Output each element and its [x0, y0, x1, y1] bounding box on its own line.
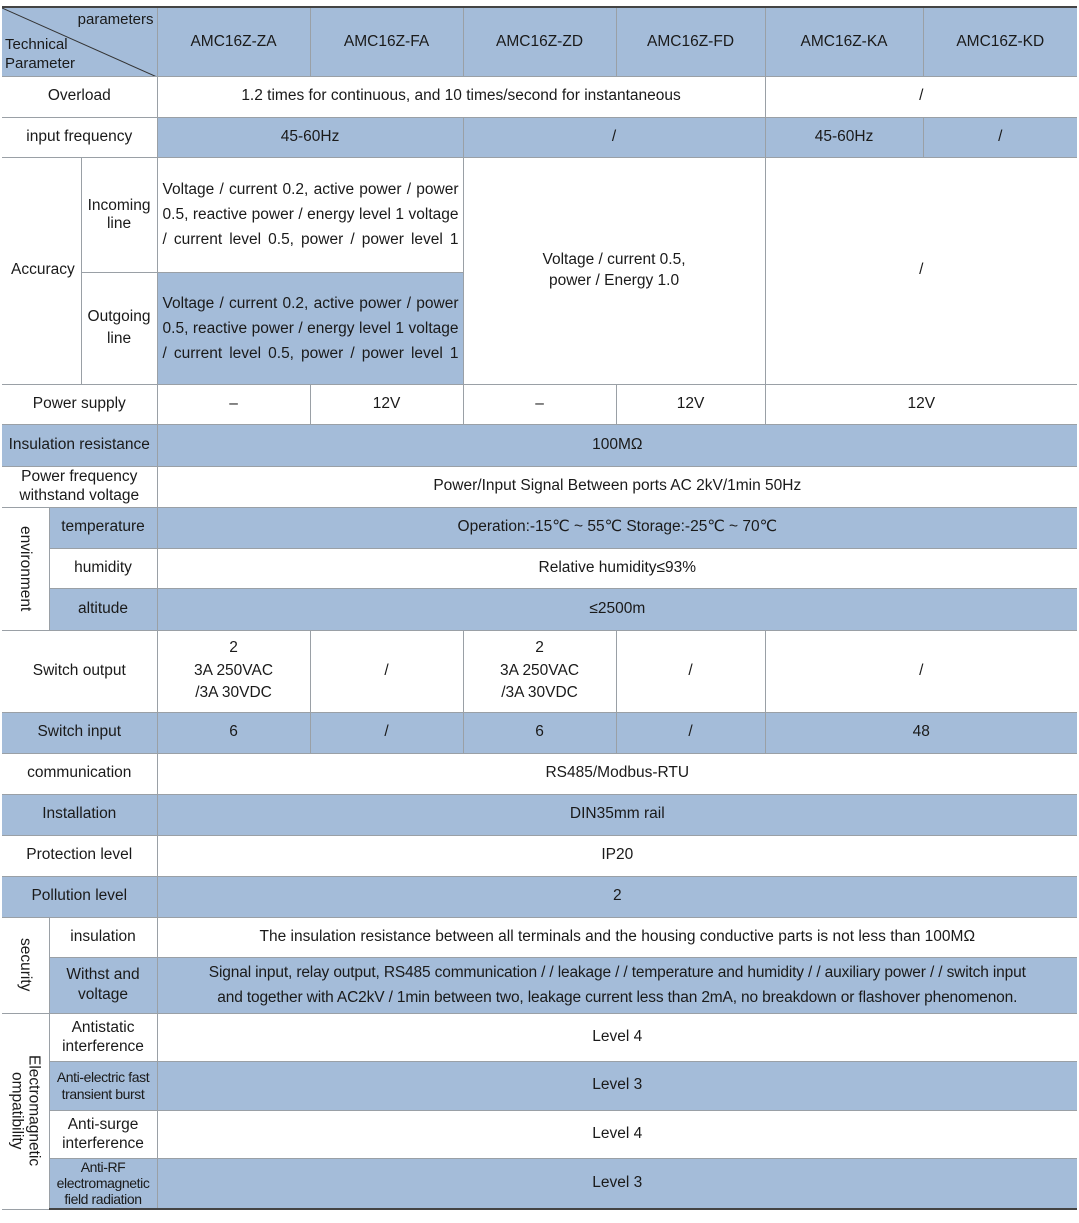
switch-output-label: Switch output [2, 630, 157, 712]
switch-input-fa: / [310, 712, 463, 753]
power-frequency-row [2, 466, 1077, 507]
corner-bottom-label: Technical Parameter [5, 36, 76, 72]
model-header-fa: AMC16Z-FA [310, 7, 463, 76]
communication-label: communication [2, 753, 157, 794]
switch-output-ka-kd: / [765, 630, 1077, 712]
model-header-ka: AMC16Z-KA [765, 7, 923, 76]
installation-label: Installation [2, 794, 157, 835]
input-frequency-kd: / [923, 117, 1077, 157]
accuracy-ka-kd-value: / [765, 157, 1077, 384]
security-insulation-row [2, 917, 1077, 957]
accuracy-incoming-row [2, 157, 1077, 272]
emc-surge-label: Anti-surge interference [49, 1110, 157, 1158]
environment-label-cell [2, 507, 49, 630]
switch-input-za: 6 [157, 712, 310, 753]
security-withstand-row [2, 957, 1077, 1013]
environment-label: environment [16, 525, 34, 612]
power-supply-fa: 12V [310, 384, 463, 424]
protection-level-value: IP20 [157, 835, 1077, 876]
switch-output-fd: / [616, 630, 765, 712]
protection-level-row [2, 835, 1077, 876]
input-frequency-zd-fd: / [463, 117, 765, 157]
security-withstand-label: Withst and voltage [49, 957, 157, 1013]
switch-output-row [2, 630, 1077, 712]
environment-temperature-row [2, 507, 1077, 548]
overload-ka-kd-value: / [765, 76, 1077, 117]
switch-output-zd: 2 3A 250VAC /3A 30VDC [463, 630, 616, 712]
accuracy-incoming-label: Incoming line [81, 157, 157, 272]
power-supply-zd: – [463, 384, 616, 424]
model-header-fd: AMC16Z-FD [616, 7, 765, 76]
power-frequency-label: Power frequency withstand voltage [2, 466, 157, 507]
model-header-zd: AMC16Z-ZD [463, 7, 616, 76]
accuracy-outgoing-label: Outgoing line [81, 272, 157, 384]
overload-row [2, 76, 1077, 117]
installation-value: DIN35mm rail [157, 794, 1077, 835]
emc-rf-value: Level 3 [157, 1158, 1077, 1209]
communication-row [2, 753, 1077, 794]
header-row [2, 7, 1077, 76]
emc-surge-row [2, 1110, 1077, 1158]
accuracy-incoming-value: Voltage / current 0.2, active power / power 0.5, reactive power / energy level 1 voltage / current level 0.5, power / power level 1 [157, 157, 463, 272]
security-insulation-value: The insulation resistance between all terminals and the housing conductive parts is not less than 100MΩ [157, 917, 1077, 957]
insulation-resistance-row [2, 424, 1077, 466]
model-header-kd: AMC16Z-KD [923, 7, 1077, 76]
switch-input-row [2, 712, 1077, 753]
power-supply-ka-kd: 12V [765, 384, 1077, 424]
security-label-cell [2, 917, 49, 1013]
overload-label: Overload [2, 76, 157, 117]
environment-humidity-row [2, 548, 1077, 588]
pollution-level-row [2, 876, 1077, 917]
humidity-value: Relative humidity≤93% [157, 548, 1077, 588]
power-supply-row [2, 384, 1077, 424]
pollution-level-value: 2 [157, 876, 1077, 917]
temperature-value: Operation:-15℃ ~ 55℃ Storage:-25℃ ~ 70℃ [157, 507, 1077, 548]
emc-eft-row [2, 1061, 1077, 1110]
input-frequency-label: input frequency [2, 117, 157, 157]
switch-output-za: 2 3A 250VAC /3A 30VDC [157, 630, 310, 712]
switch-output-fa: / [310, 630, 463, 712]
emc-antistatic-label: Antistatic interference [49, 1013, 157, 1061]
emc-eft-value: Level 3 [157, 1061, 1077, 1110]
input-frequency-row [2, 117, 1077, 157]
corner-header-cell [2, 7, 157, 76]
altitude-value: ≤2500m [157, 588, 1077, 630]
switch-input-fd: / [616, 712, 765, 753]
insulation-resistance-label: Insulation resistance [2, 424, 157, 466]
accuracy-zd-fd-value: Voltage / current 0.5, power / Energy 1.0 [463, 157, 765, 384]
switch-input-label: Switch input [2, 712, 157, 753]
emc-antistatic-value: Level 4 [157, 1013, 1077, 1061]
installation-row [2, 794, 1077, 835]
environment-altitude-row [2, 588, 1077, 630]
emc-label-cell [2, 1013, 49, 1209]
temperature-label: temperature [49, 507, 157, 548]
input-frequency-ka: 45-60Hz [765, 117, 923, 157]
emc-eft-label: Anti-electric fast transient burst [49, 1061, 157, 1110]
security-withstand-value: Signal input, relay output, RS485 communication / / leakage / / temperature and humidity / / auxiliary power / / switch input and together with AC2kV / 1min between two, leakage current less than 2mA, no breakdown or flashover phenomenon. [157, 957, 1077, 1013]
accuracy-label: Accuracy [2, 157, 81, 384]
power-supply-label: Power supply [2, 384, 157, 424]
security-label: security [16, 938, 34, 992]
input-frequency-za-fa: 45-60Hz [157, 117, 463, 157]
power-frequency-value: Power/Input Signal Between ports AC 2kV/1min 50Hz [157, 466, 1077, 507]
pollution-level-label: Pollution level [2, 876, 157, 917]
security-insulation-label: insulation [49, 917, 157, 957]
model-header-za: AMC16Z-ZA [157, 7, 310, 76]
emc-rf-label: Anti-RF electromagnetic field radiation [49, 1158, 157, 1209]
humidity-label: humidity [49, 548, 157, 588]
emc-surge-value: Level 4 [157, 1110, 1077, 1158]
insulation-resistance-value: 100MΩ [157, 424, 1077, 466]
switch-input-ka-kd: 48 [765, 712, 1077, 753]
power-supply-za: – [157, 384, 310, 424]
power-supply-fd: 12V [616, 384, 765, 424]
overload-za-fd-value: 1.2 times for continuous, and 10 times/second for instantaneous [157, 76, 765, 117]
corner-top-label: parameters [77, 11, 154, 28]
switch-input-zd: 6 [463, 712, 616, 753]
accuracy-outgoing-value: Voltage / current 0.2, active power / power 0.5, reactive power / energy level 1 voltage / current level 0.5, power / power level 1 [157, 272, 463, 384]
emc-antistatic-row [2, 1013, 1077, 1061]
protection-level-label: Protection level [2, 835, 157, 876]
emc-rf-row [2, 1158, 1077, 1209]
communication-value: RS485/Modbus-RTU [157, 753, 1077, 794]
altitude-label: altitude [49, 588, 157, 630]
emc-label: Electromagnetic ompatibility [8, 1055, 43, 1167]
spec-table [2, 6, 1077, 1210]
